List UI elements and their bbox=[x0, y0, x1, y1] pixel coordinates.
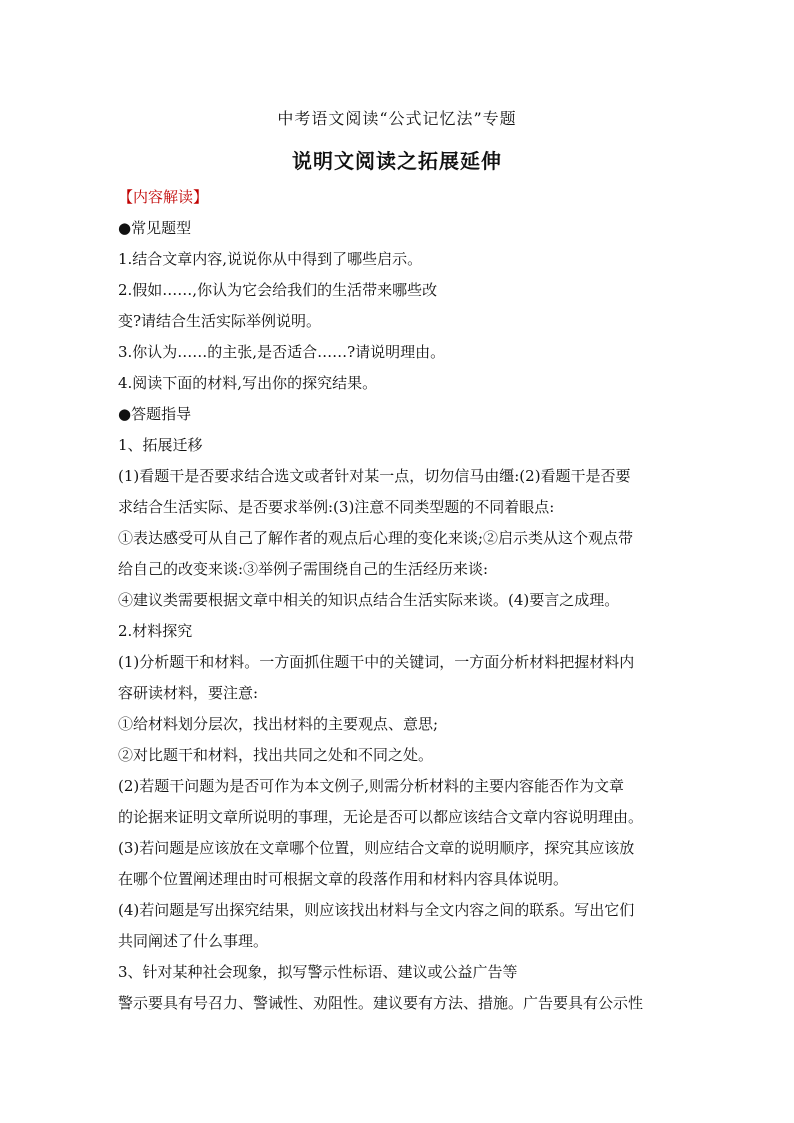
text-line: 给自己的改变来谈:③举例子需围绕自己的生活经历来谈: bbox=[118, 560, 489, 578]
text-line: ④建议类需要根据文章中相关的知识点结合生活实际来谈。(4)要言之成理。 bbox=[118, 591, 620, 609]
subheading-extension: 1、拓展迁移 bbox=[118, 436, 203, 454]
document-title: 说明文阅读之拓展延伸 bbox=[292, 149, 502, 173]
subheading-material-inquiry: 2.材料探究 bbox=[118, 622, 193, 640]
text-line: 1.结合文章内容,说说你从中得到了哪些启示。 bbox=[118, 250, 423, 268]
text-line: (3)若问题是应该放在文章哪个位置，则应结合文章的说明顺序，探究其应该放 bbox=[118, 839, 635, 857]
text-line: ②对比题干和材料，找出共同之处和不同之处。 bbox=[118, 746, 434, 764]
text-line: ①给材料划分层次，找出材料的主要观点、意思; bbox=[118, 715, 439, 733]
text-line: (2)若题干问题为是否可作为本文例子,则需分析材料的主要内容能否作为文章 bbox=[118, 777, 625, 795]
heading-answer-guide: ●答题指导 bbox=[118, 405, 192, 423]
text-line: 的论据来证明文章所说明的事理，无论是否可以都应该结合文章内容说明理由。 bbox=[118, 808, 644, 826]
text-line: 容研读材料，要注意: bbox=[118, 684, 259, 702]
text-line: 求结合生活实际、是否要求举例:(3)注意不同类型题的不同着眼点: bbox=[118, 498, 555, 516]
text-line: 在哪个位置阐述理由时可根据文章的段落作用和材料内容具体说明。 bbox=[118, 870, 569, 888]
heading-question-types: ●常见题型 bbox=[118, 219, 192, 237]
document-body bbox=[118, 182, 678, 1019]
document-subtitle: 中考语文阅读“公式记忆法”专题 bbox=[277, 109, 517, 128]
text-line: 4.阅读下面的材料,写出你的探究结果。 bbox=[118, 374, 378, 392]
text-line: (4)若问题是写出探究结果，则应该找出材料与全文内容之间的联系。写出它们 bbox=[118, 901, 635, 919]
text-line: (1)分析题干和材料。一方面抓住题干中的关键词，一方面分析材料把握材料内 bbox=[118, 653, 635, 671]
subheading-social-phenomenon: 3、针对某种社会现象，拟写警示性标语、建议或公益广告等 bbox=[118, 963, 518, 981]
text-line: 3.你认为……的主张,是否适合……?请说明理由。 bbox=[118, 343, 446, 361]
text-line: 共同阐述了什么事理。 bbox=[118, 932, 269, 950]
text-line: 警示要具有号召力、警诫性、劝阻性。建议要有方法、措施。广告要具有公示性 bbox=[118, 994, 644, 1012]
text-line: (1)看题干是否要求结合选文或者针对某一点，切勿信马由缰:(2)看题干是否要 bbox=[118, 467, 631, 485]
text-line: 变?请结合生活实际举例说明。 bbox=[118, 312, 322, 330]
text-line: 2.假如……,你认为它会给我们的生活带来哪些改 bbox=[118, 281, 438, 299]
text-line: ①表达感受可从自己了解作者的观点后心理的变化来谈;②启示类从这个观点带 bbox=[118, 529, 634, 547]
section-label: 【内容解读】 bbox=[118, 188, 209, 206]
